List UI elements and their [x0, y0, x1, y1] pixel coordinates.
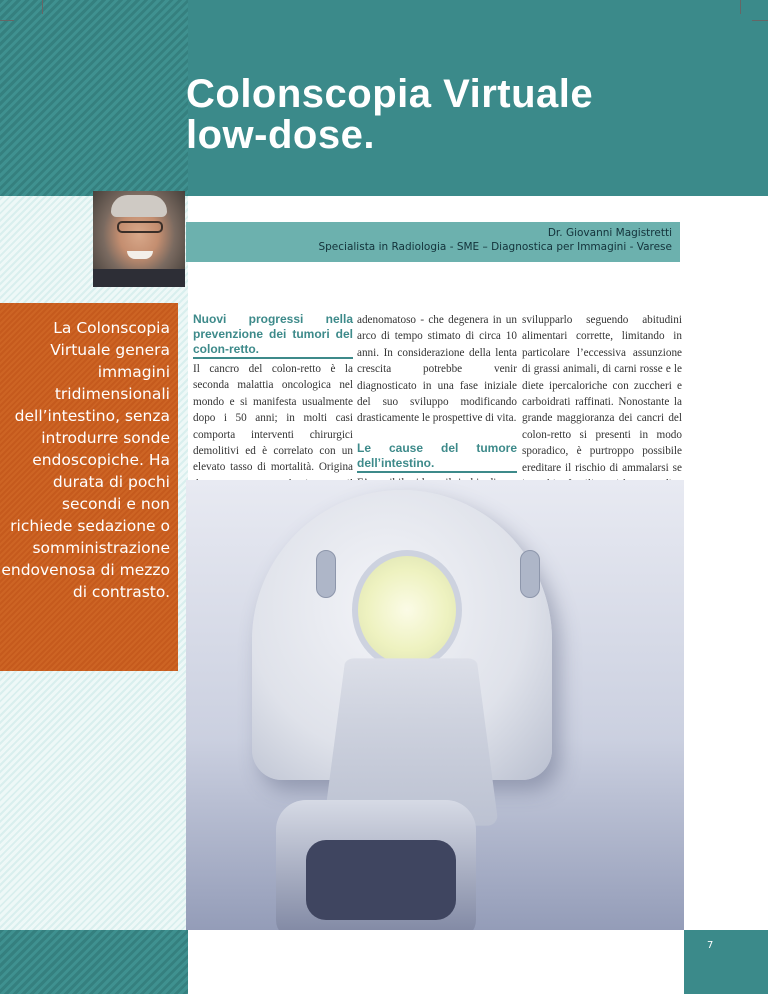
crop-mark — [42, 0, 43, 14]
scanner-base-shadow — [306, 840, 456, 920]
scanner-control-panel — [316, 550, 336, 598]
scanner-control-panel — [520, 550, 540, 598]
header-band — [0, 0, 768, 196]
title-line-2: low-dose. — [186, 113, 375, 157]
ct-scanner-image — [186, 480, 684, 950]
column-3-text: svilupparlo seguendo abitudini alimentari corrette, limitando in particolare l’eccessiva assunzione di grassi animali, di carni rosse e le diete ipercaloriche con zuccheri e carboidrati raffinati. Nonostante la grande maggioranza dei cancri del colon-retto si presenti in modo sporadico, è purtroppo possibile ereditare il rischio di ammalarsi se — [522, 314, 682, 474]
section-heading-2: Le cause del tumore dell’intestino. — [357, 441, 517, 473]
scanner-bore — [352, 550, 462, 670]
author-name: Dr. Giovanni Magistretti — [547, 227, 672, 239]
section-1-text: Il cancro del colon-retto è la seconda malattia oncologica nel mondo e si manifesta usualmente dopo i 50 anni; in molti casi comporta interventi chirurgici demolitivi ed è correlato con un elevato tasso di mortalità. Origina — [193, 363, 353, 474]
page-number: 7 — [707, 940, 714, 951]
footer-gap — [188, 930, 684, 994]
author-photo — [93, 191, 185, 287]
pullquote-box — [0, 303, 178, 671]
column-2-text: adenomatoso - che degenera in un arco di tempo stimato di circa 10 anni. In considerazione della lenta crescita potrebbe venir diagnosticato in una fase iniziale del suo sviluppo modificando drasticamente le prospettive di vita. — [357, 314, 517, 425]
author-bar — [186, 222, 680, 262]
footer-band — [0, 930, 768, 994]
pullquote-text: La Colonscopia Virtuale genera immagini tridimensionali dell’intestino, senza introdurre sonde endoscopiche. Ha durata di pochi secondi e non richiede sedazione o somministrazione endovenosa di mezzo di contrasto. — [1, 319, 170, 601]
article-column-2 — [357, 312, 517, 491]
author-role: Specialista in Radiologia - SME – Diagnostica per Immagini - Varese — [318, 241, 672, 253]
section-heading-1: Nuovi progressi nella prevenzione dei tumori del colon-retto. — [193, 312, 353, 359]
crop-mark — [740, 0, 741, 14]
crop-mark — [752, 20, 768, 21]
header-stripes — [0, 0, 188, 196]
footer-stripes — [0, 930, 188, 994]
title-line-1: Colonscopia Virtuale — [186, 72, 594, 116]
page-title — [186, 74, 706, 156]
crop-mark — [0, 20, 14, 21]
article-column-3 — [522, 312, 682, 492]
